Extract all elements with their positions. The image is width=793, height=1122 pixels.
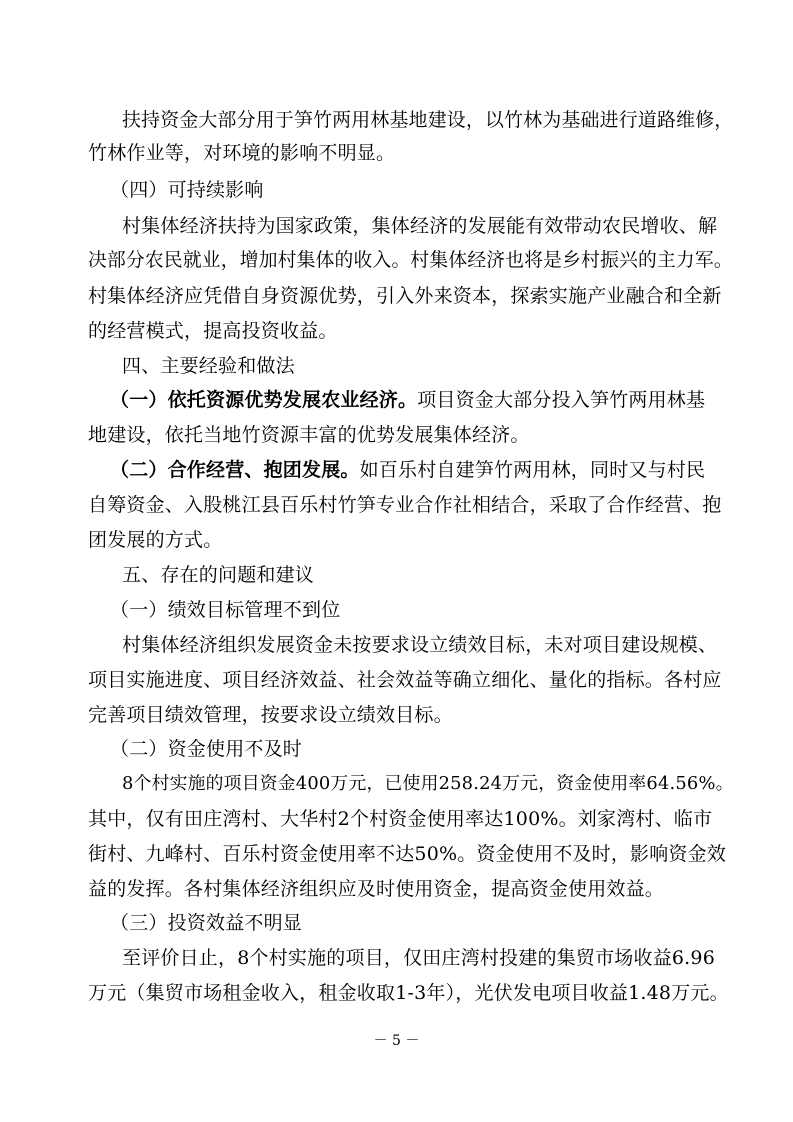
paragraph-line: 村集体经济应凭借自身资源优势，引入外来资本，探索实施产业融合和全新 <box>88 285 722 307</box>
paragraph-line: 至评价日止，8个村实施的项目，仅田庄湾村投建的集贸市场收益6.96 <box>122 947 715 969</box>
inline-heading: （二）合作经营、抱团发展。 <box>110 459 360 481</box>
paragraph-line: 8个村实施的项目资金400万元，已使用258.24万元，资金使用率64.56%。 <box>122 773 734 794</box>
paragraph-line: 村集体经济组织发展资金未按要求设立绩效目标，未对项目建设规模、 <box>122 634 718 656</box>
page-number: － 5 － <box>373 1033 420 1049</box>
paragraph-line: 完善项目绩效管理，按要求设立绩效目标。 <box>88 704 453 726</box>
paragraph-text: 项目资金大部分投入笋竹两用林基 <box>417 389 706 411</box>
paragraph-line: 街村、九峰村、百乐村资金使用率不达50%。资金使用不及时，影响资金效 <box>88 843 727 865</box>
subsection-heading: （一）绩效目标管理不到位 <box>110 599 341 621</box>
paragraph-line <box>110 458 705 482</box>
subsection-heading: （三）投资效益不明显 <box>110 912 303 934</box>
paragraph-line: 其中，仅有田庄湾村、大华村2个村资金使用率达100%。刘家湾村、临市 <box>88 808 713 830</box>
paragraph-line: 村集体经济扶持为国家政策，集体经济的发展能有效带动农民增收、解 <box>122 215 718 237</box>
section-heading: 五、存在的问题和建议 <box>122 564 315 586</box>
paragraph-line: 竹林作业等，对环境的影响不明显。 <box>88 142 396 164</box>
paragraph-text: 如百乐村自建笋竹两用林，同时又与村民 <box>359 459 706 481</box>
inline-heading: （一）依托资源优势发展农业经济。 <box>110 389 418 411</box>
paragraph-line: 万元（集贸市场租金收入，租金收取1-3年），光伏发电项目收益1.48万元。 <box>88 982 729 1004</box>
paragraph-line: 决部分农民就业，增加村集体的收入。村集体经济也将是乡村振兴的主力军。 <box>88 250 733 271</box>
section-heading: （四）可持续影响 <box>110 179 264 201</box>
paragraph-line: 益的发挥。各村集体经济组织应及时使用资金，提高资金使用效益。 <box>88 878 665 900</box>
section-heading: 四、主要经验和做法 <box>122 355 295 377</box>
paragraph-line: 地建设，依托当地竹资源丰富的优势发展集体经济。 <box>88 424 530 446</box>
paragraph-line: 自筹资金、入股桃江县百乐村竹笋专业合作社相结合，采取了合作经营、抱 <box>88 494 722 516</box>
paragraph-line: 项目实施进度、项目经济效益、社会效益等确立细化、量化的指标。各村应 <box>88 669 722 691</box>
paragraph-line <box>110 388 705 412</box>
paragraph-line: 团发展的方式。 <box>88 529 223 551</box>
subsection-heading: （二）资金使用不及时 <box>110 738 303 760</box>
paragraph-line: 扶持资金大部分用于笋竹两用林基地建设，以竹林为基础进行道路维修， <box>122 109 734 131</box>
paragraph-line: 的经营模式，提高投资收益。 <box>88 320 338 342</box>
